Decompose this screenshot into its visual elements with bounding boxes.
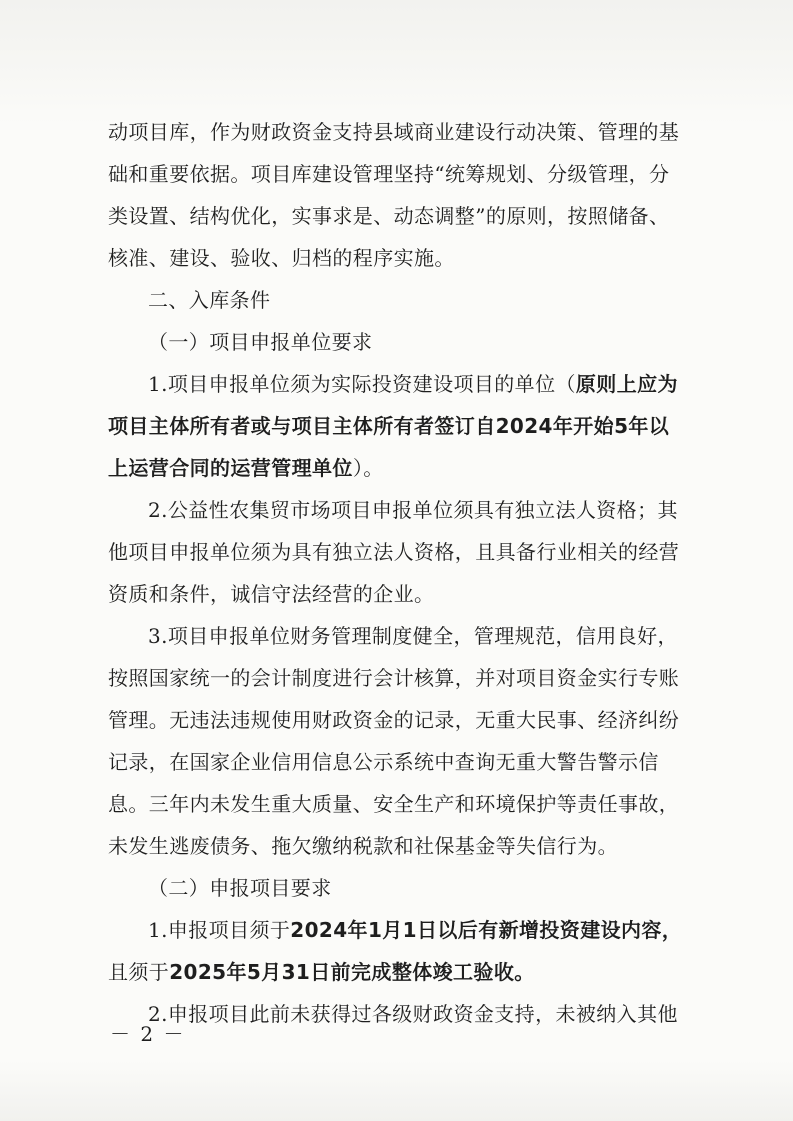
text-line: 础和重要依据。项目库建设管理坚持“统筹规划、分级管理，分 [108, 162, 670, 186]
text-line: 3.项目申报单位财务管理制度健全，管理规范，信用良好， [148, 624, 678, 648]
document-body [108, 122, 694, 1024]
text-line: 按照国家统一的会计制度进行会计核算，并对项目资金实行专账 [108, 666, 680, 690]
text-line: 资质和条件，诚信守法经营的企业。 [108, 582, 435, 606]
text-line: 2.申报项目此前未获得过各级财政资金支持，未被纳入其他 [148, 1002, 678, 1026]
text-line: 核准、建设、验收、归档的程序实施。 [108, 246, 455, 270]
text-line: 1.项目申报单位须为实际投资建设项目的单位（原则上应为 [148, 372, 678, 396]
text-line: 项目主体所有者或与项目主体所有者签订自2024年开始5年以 [108, 414, 670, 438]
scan-shadow-top [0, 0, 793, 125]
text-line: 息。三年内未发生重大质量、安全生产和环境保护等责任事故， [108, 792, 680, 816]
section-heading: 二、入库条件 [148, 288, 271, 312]
scan-shadow-bottom [0, 1061, 793, 1121]
text-line: 未发生逃废债务、拖欠缴纳税款和社保基金等失信行为。 [108, 834, 618, 858]
text-line: 2.公益性农集贸市场项目申报单位须具有独立法人资格；其 [148, 498, 678, 522]
text-line: 且须于2025年5月31日前完成整体竣工验收。 [108, 960, 535, 984]
subsection-heading: （二）申报项目要求 [148, 876, 332, 900]
text-line: 1.申报项目须于2024年1月1日以后有新增投资建设内容， [148, 918, 683, 942]
text-line: 管理。无违法违规使用财政资金的记录，无重大民事、经济纠纷 [108, 708, 680, 732]
text-line: 上运营合同的运营管理单位）。 [108, 456, 384, 480]
text-line: 类设置、结构优化，实事求是、动态调整”的原则，按照储备、 [108, 204, 670, 228]
text-line: 他项目申报单位须为具有独立法人资格，且具备行业相关的经营 [108, 540, 680, 564]
text-line: 记录，在国家企业信用信息公示系统中查询无重大警告警示信 [108, 750, 659, 774]
subsection-heading: （一）项目申报单位要求 [148, 330, 373, 354]
page-number: － 2 － [110, 1022, 186, 1046]
text-line: 动项目库，作为财政资金支持县域商业建设行动决策、管理的基 [108, 120, 680, 144]
